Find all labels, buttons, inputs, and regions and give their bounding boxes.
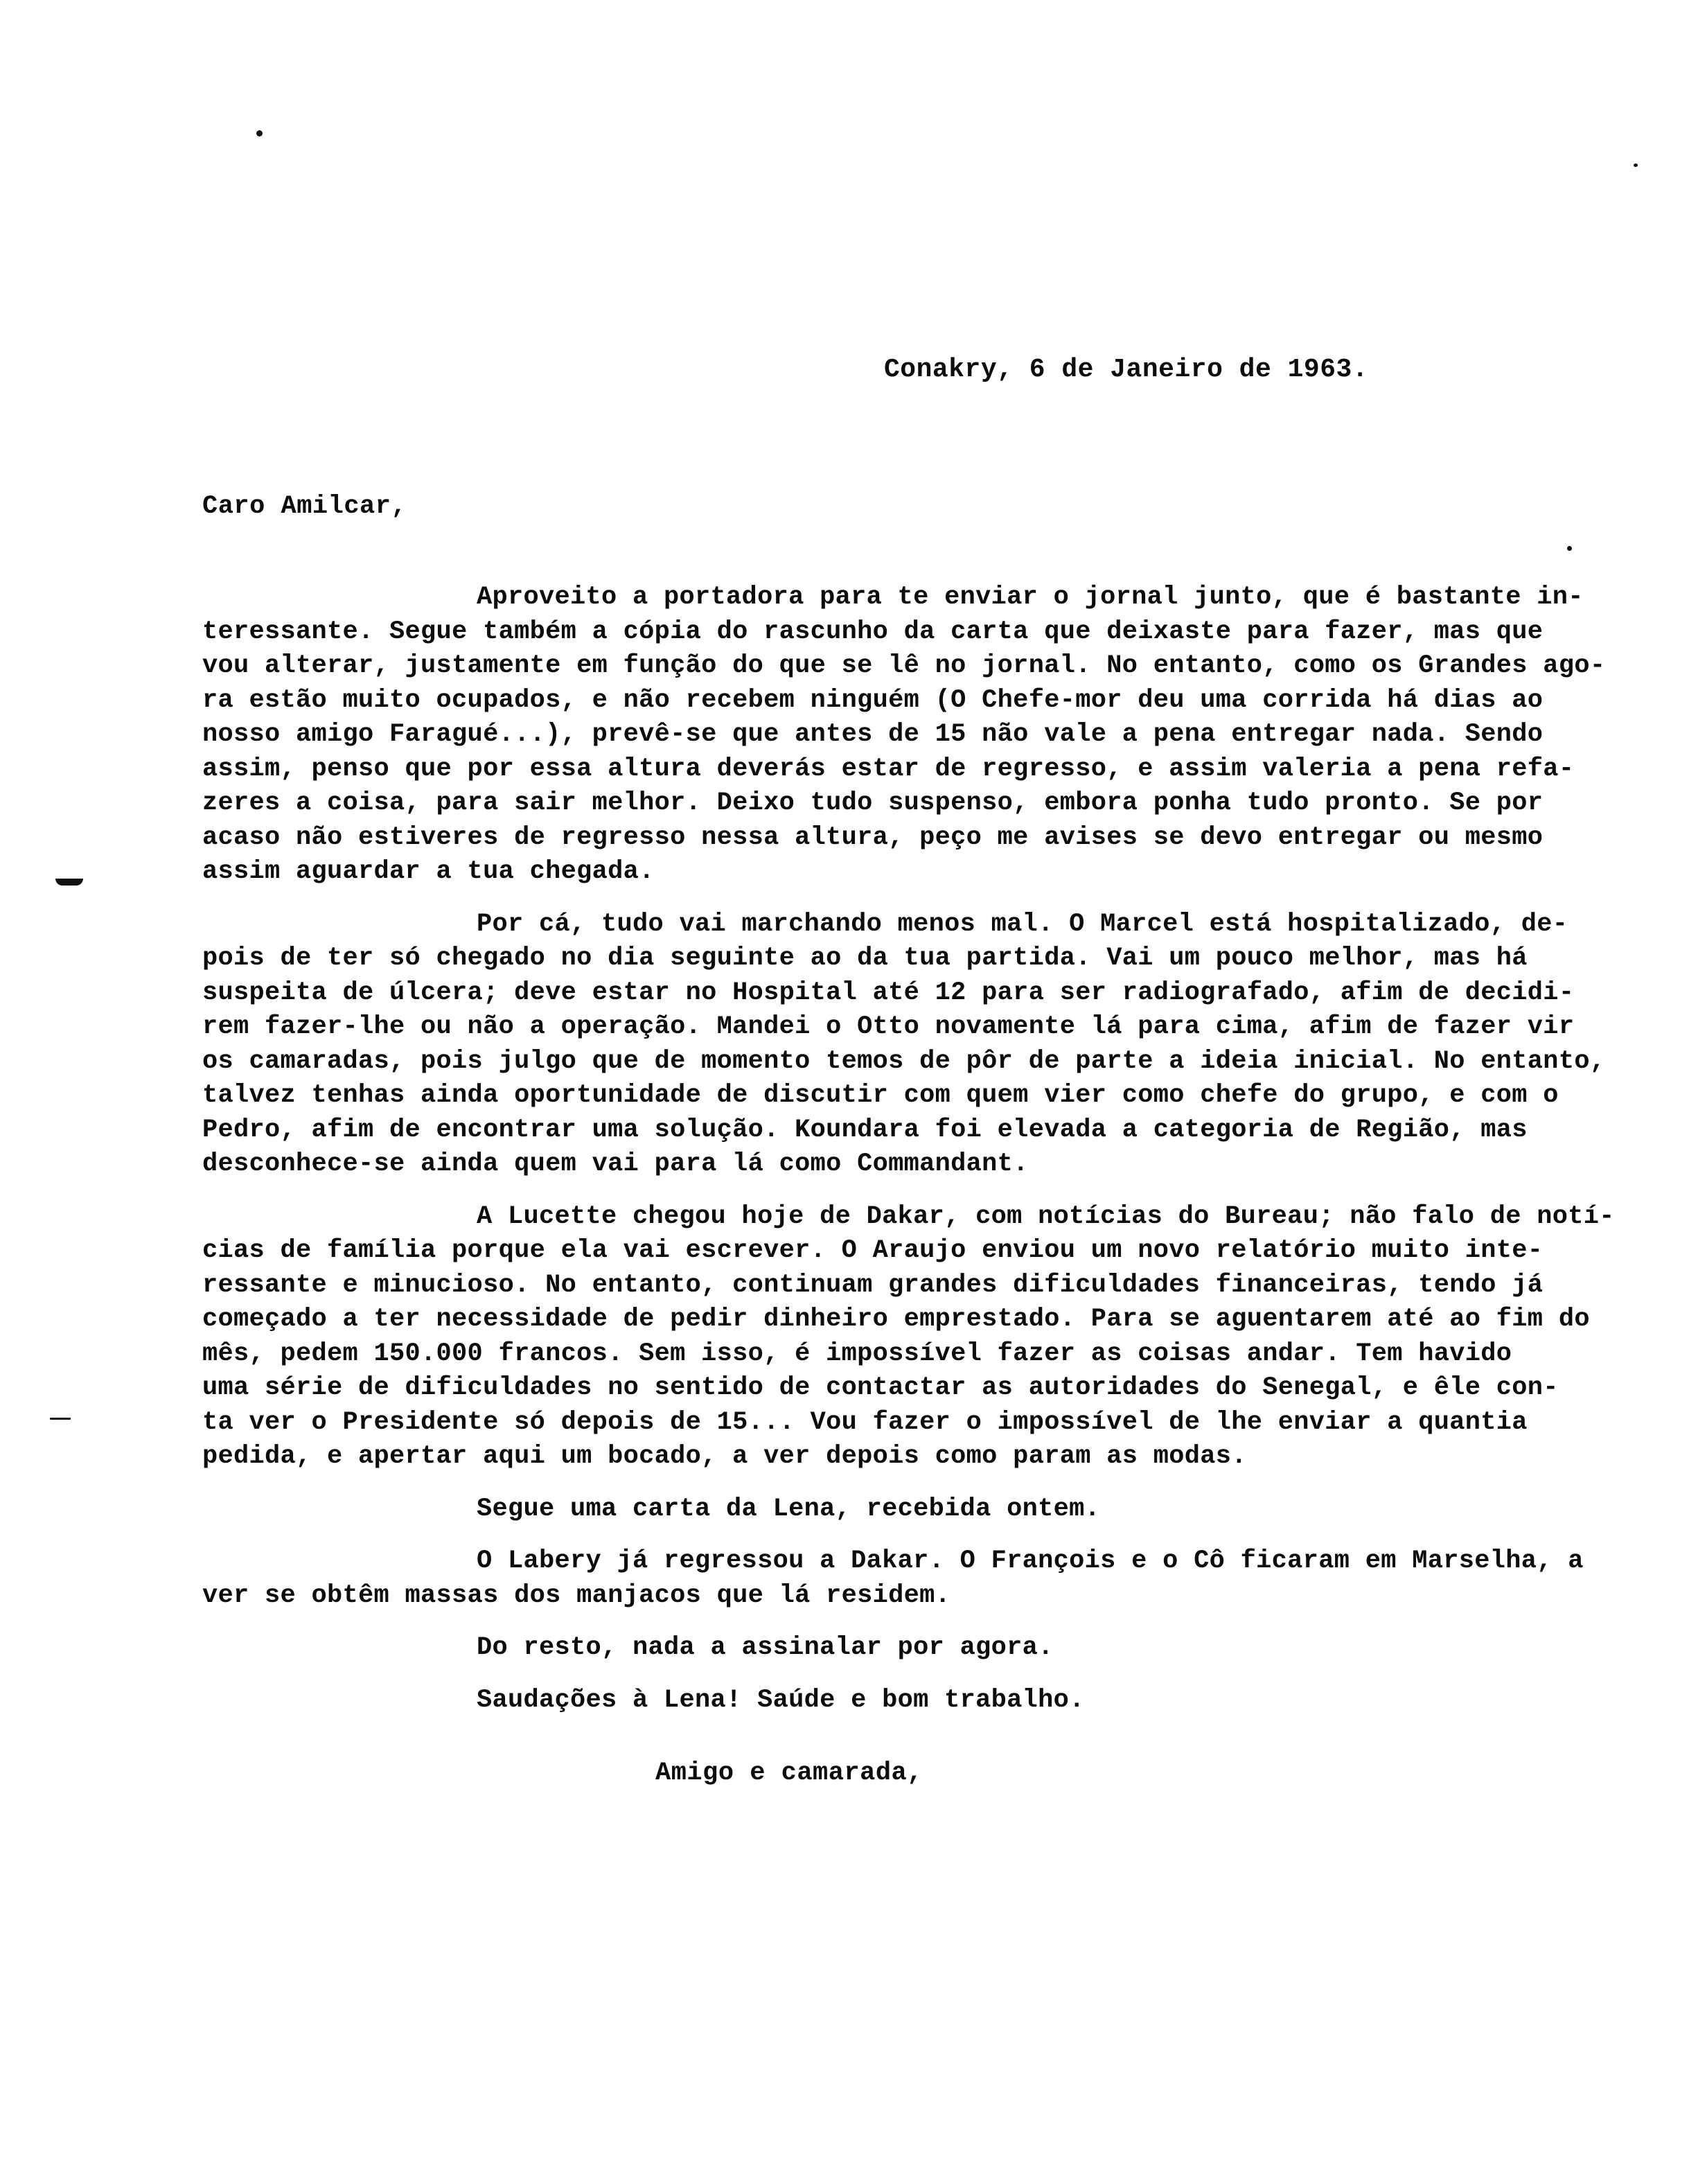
salutation: Caro Amilcar, bbox=[202, 492, 407, 521]
short-paragraph: Segue uma carta da Lena, recebida ontem. bbox=[477, 1494, 1101, 1524]
text-line: acaso não estiveres de regresso nessa altura, peço me avises se devo entregar ou mesmo bbox=[202, 822, 1544, 852]
text-line: Por cá, tudo vai marchando menos mal. O Marcel está hospitalizado, de- bbox=[477, 909, 1568, 939]
text-line: ra estão muito ocupados, e não recebem ninguém (O Chefe-mor deu uma corrida há dias ao bbox=[202, 685, 1544, 715]
text-line: talvez tenhas ainda oportunidade de discutir com quem vier como chefe do grupo, e com o bbox=[202, 1081, 1559, 1110]
short-paragraph: Saudações à Lena! Saúde e bom trabalho. bbox=[477, 1685, 1085, 1715]
text-line: os camaradas, pois julgo que de momento temos de pôr de parte a ideia inicial. No entanto, bbox=[202, 1046, 1606, 1076]
text-line: ressante e minucioso. No entanto, continuam grandes dificuldades financeiras, tendo já bbox=[202, 1270, 1544, 1300]
text-line: teressante. Segue também a cópia do rascunho da carta que deixaste para fazer, mas que bbox=[202, 617, 1544, 646]
closing: Amigo e camarada, bbox=[655, 1759, 923, 1788]
text-line: Aproveito a portadora para te enviar o jornal junto, que é bastante in- bbox=[477, 583, 1584, 612]
paragraph-3 bbox=[202, 1200, 1664, 1474]
text-line: ta ver o Presidente só depois de 15... Vou fazer o impossível de lhe enviar a quantia bbox=[202, 1407, 1528, 1437]
text-line: ver se obtêm massas dos manjacos que lá residem. bbox=[202, 1580, 951, 1610]
scan-speck bbox=[1634, 164, 1638, 167]
text-line: rem fazer-lhe ou não a operação. Mandei o Otto novamente lá para cima, afim de fazer vir bbox=[202, 1012, 1575, 1041]
letter-date: Conakry, 6 de Janeiro de 1963. bbox=[884, 355, 1369, 385]
text-line: O Labery já regressou a Dakar. O François e o Cô ficaram em Marselha, a bbox=[477, 1547, 1584, 1576]
text-line: uma série de dificuldades no sentido de contactar as autoridades do Senegal, e êle con- bbox=[202, 1373, 1559, 1402]
text-line: mês, pedem 150.000 francos. Sem isso, é impossível fazer as coisas andar. Tem havido bbox=[202, 1339, 1512, 1368]
text-line: suspeita de úlcera; deve estar no Hospital até 12 para ser radiografado, afim de decidi- bbox=[202, 978, 1575, 1007]
text-line: zeres a coisa, para sair melhor. Deixo tudo suspenso, embora ponha tudo pronto. Se por bbox=[202, 789, 1544, 818]
text-line: desconhece-se ainda quem vai para lá como Commandant. bbox=[202, 1150, 1029, 1179]
text-line: começado a ter necessidade de pedir dinheiro emprestado. Para se aguentarem até ao fim do bbox=[202, 1305, 1590, 1334]
text-line: assim aguardar a tua chegada. bbox=[202, 857, 655, 886]
scan-mark bbox=[55, 879, 83, 886]
paragraph-4 bbox=[202, 1544, 1664, 1613]
paragraph-1 bbox=[202, 581, 1664, 890]
text-line: pedida, e apertar aqui um bocado, a ver depois como param as modas. bbox=[202, 1442, 1247, 1471]
text-line: pois de ter só chegado no dia seguinte ao da tua partida. Vai um pouco melhor, mas há bbox=[202, 944, 1528, 973]
scan-mark bbox=[50, 1418, 71, 1420]
text-line: A Lucette chegou hoje de Dakar, com notícias do Bureau; não falo de notí- bbox=[477, 1201, 1615, 1231]
scan-speck bbox=[1567, 546, 1572, 551]
paragraph-2 bbox=[202, 908, 1664, 1182]
text-line: cias de família porque ela vai escrever. O Araujo enviou um novo relatório muito inte- bbox=[202, 1236, 1544, 1265]
text-line: assim, penso que por essa altura deverás estar de regresso, e assim valeria a pena refa- bbox=[202, 754, 1575, 784]
text-line: vou alterar, justamente em função do que se lê no jornal. No entanto, como os Grandes ago- bbox=[202, 651, 1606, 680]
text-line: nosso amigo Faragué...), prevê-se que antes de 15 não vale a pena entregar nada. Sendo bbox=[202, 720, 1544, 749]
short-paragraph: Do resto, nada a assinalar por agora. bbox=[477, 1633, 1054, 1662]
text-line: Pedro, afim de encontrar uma solução. Koundara foi elevada a categoria de Região, mas bbox=[202, 1115, 1528, 1145]
scan-speck bbox=[256, 130, 263, 136]
letter-body bbox=[202, 581, 1664, 1736]
